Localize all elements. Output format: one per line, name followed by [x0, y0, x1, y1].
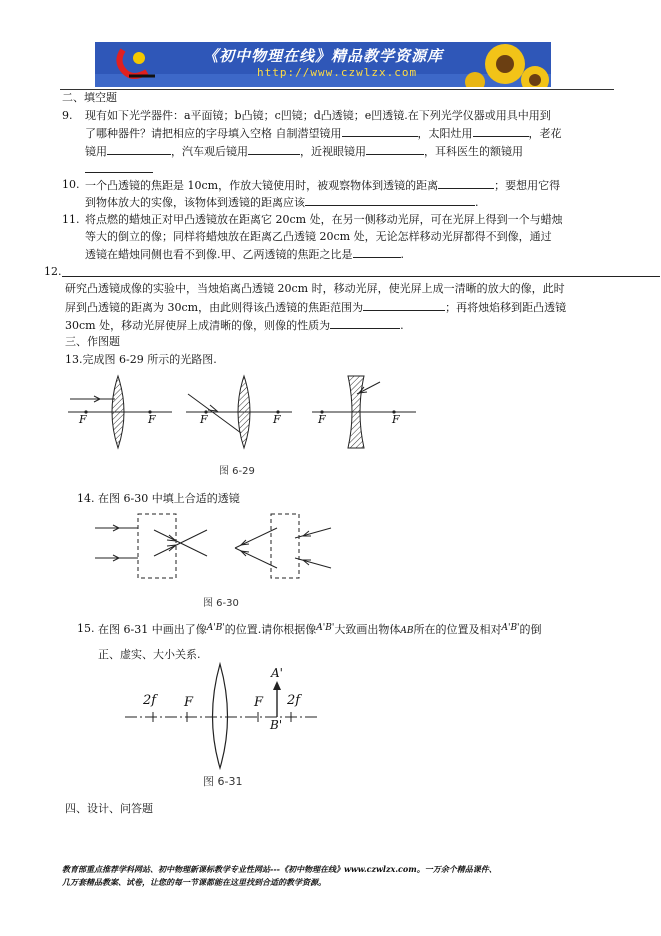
answer-blank[interactable] [438, 176, 494, 189]
image-symbol: A'B' [206, 623, 225, 633]
q11-line3 [85, 245, 404, 263]
q10-line2 [85, 193, 479, 211]
q15-text-a: 在图 6-31 中画出了像 [98, 623, 207, 636]
q9-line2 [85, 124, 562, 142]
answer-blank[interactable] [248, 142, 300, 155]
q10-text-c: 到物体放大的实像，该物体到透镜的距离应该 [85, 196, 305, 209]
q12-text-c: 30cm 处，移动光屏使屏上成清晰的像，则像的性质为 [65, 319, 331, 332]
convex-lens-icon [238, 376, 250, 448]
convex-lens-icon [112, 376, 124, 448]
light-ray [295, 558, 331, 568]
figure-caption: 图 6-31 [203, 775, 243, 788]
q9-text-d: 镜用 [85, 145, 107, 158]
q12-text-d: . [400, 319, 404, 332]
arrow-icon [241, 540, 249, 545]
q14-number: 14. [77, 492, 95, 505]
q10-number: 10. [62, 178, 80, 191]
q11-number: 11. [62, 213, 80, 226]
light-ray [188, 394, 241, 433]
answer-blank[interactable] [473, 124, 529, 137]
footer-line2: 几万套精品教案、试卷，让您的每一节课都能在这里找到合适的教学资源。 [62, 877, 326, 887]
arrow-icon [208, 405, 217, 411]
q9-text-a: 了哪种器件？请把相应的字母填入空格 自制潜望镜用 [85, 127, 342, 140]
section-design-title: 四、设计、问答题 [65, 802, 153, 815]
arrow-icon [167, 545, 176, 551]
arrow-icon [167, 535, 176, 541]
q15-line1 [98, 620, 542, 640]
q14-text: 在图 6-30 中填上合适的透镜 [98, 492, 240, 505]
answer-blank[interactable] [85, 172, 153, 173]
section-fill-in-title: 二、填空题 [62, 91, 117, 104]
answer-blank[interactable] [305, 193, 475, 206]
q9-line1: 现有如下光学器件：a平面镜；b凸镜；c凹镜；d凸透镜；e凹透镜.在下列光学仪器或用具中用到 [85, 109, 551, 122]
q12-number: 12. [44, 265, 62, 278]
q9-text-c: ，老花 [528, 127, 562, 140]
q15-text-e: 的倒 [519, 623, 542, 636]
q11-line1: 将点燃的蜡烛正对甲凸透镜放在距离它 20cm 处，在另一侧移动光屏，可在光屏上得到一个与蜡烛 [85, 213, 563, 226]
footer-line1: 教育部重点推荐学科网站、初中物理新课标教学专业性网站---《初中物理在线》www.czwlzx.com。一万余个精品课件、 [62, 864, 497, 874]
q9-text-b: ，太阳灶用 [417, 127, 473, 140]
figure-caption: 图 6-29 [219, 466, 255, 477]
answer-blank[interactable] [366, 142, 424, 155]
q9-text-e: ，汽车观后镜用 [171, 145, 248, 158]
q15-text-c: 大致画出物体 [334, 623, 401, 636]
q9-line3 [85, 142, 523, 160]
light-ray [295, 528, 331, 538]
q11-line2: 等大的倒立的像；同样将蜡烛放在距离乙凸透镜 20cm 处，无论怎样移动光屏都得不到像，通过 [85, 230, 552, 243]
q11-text-a: 透镜在蜡烛同侧也看不到像.甲、乙两透镜的焦距之比是 [85, 248, 353, 261]
label-f-right: F [254, 695, 264, 710]
focal-label: F [273, 413, 281, 426]
image-symbol: A'B' [316, 623, 335, 633]
answer-blank[interactable] [330, 316, 400, 329]
q15-text-b: 的位置.请你根据像 [224, 623, 317, 636]
q12-line2 [65, 298, 566, 316]
label-2f-right: 2f [287, 693, 301, 708]
q12-line1: 研究凸透镜成像的实验中，当烛焰离凸透镜 20cm 时，移动光屏，使光屏上成一清晰的放大的像，此时 [65, 282, 565, 295]
q13-text: 13.完成图 6-29 所示的光路图. [65, 353, 217, 366]
figure-6-29 [60, 370, 420, 450]
q10-text-b: ；要想用它得 [494, 179, 561, 192]
image-symbol: A'B' [501, 623, 520, 633]
arrow-head-icon [273, 681, 281, 690]
q10-text-a: 一个凸透镜的焦距是 10cm，作放大镜使用时，被观察物体到透镜的距离 [85, 179, 439, 192]
focal-label: F [200, 413, 208, 426]
q12-text-b: ；再将烛焰移到距凸透镜 [445, 301, 567, 314]
answer-blank[interactable] [62, 276, 660, 277]
q10-text-d: . [475, 196, 479, 209]
label-f-left: F [184, 695, 194, 710]
figure-caption: 图 6-30 [203, 598, 239, 609]
focal-label: F [392, 413, 400, 426]
q15-text-d: 所在的位置及相对 [413, 623, 502, 636]
focal-label: F [318, 413, 326, 426]
q12-text-a: 屏到凸透镜的距离为 30cm，由此则得该凸透镜的焦距范围为 [65, 301, 364, 314]
q15-number: 15. [77, 622, 95, 635]
lens-placeholder-box [271, 514, 299, 578]
label-2f-left: 2f [143, 693, 157, 708]
banner-url[interactable]: http://www.czwlzx.com [257, 66, 418, 79]
q12-line3 [65, 316, 404, 334]
answer-blank[interactable] [342, 124, 418, 137]
answer-blank[interactable] [353, 245, 401, 258]
header-rule [60, 89, 614, 90]
figure-6-31 [125, 660, 325, 770]
arrow-icon [241, 551, 249, 556]
focal-label: F [148, 413, 156, 426]
q10-line1 [85, 176, 560, 194]
section-drawing-title: 三、作图题 [65, 335, 120, 348]
object-symbol: AB [400, 626, 414, 636]
answer-blank[interactable] [107, 142, 171, 155]
q11-text-b: . [400, 248, 404, 261]
answer-blank[interactable] [363, 298, 445, 311]
label-a-prime: A' [271, 666, 283, 680]
banner-title: 《初中物理在线》精品教学资源库 [203, 47, 444, 65]
figure-6-30 [95, 508, 345, 584]
focal-label: F [79, 413, 87, 426]
convex-lens-icon [213, 664, 228, 768]
label-b-prime: B' [270, 718, 283, 732]
q9-number: 9. [62, 109, 73, 122]
header-banner [95, 42, 551, 87]
q15-line2: 正、虚实、大小关系. [98, 648, 201, 661]
q9-text-g: ，耳科医生的额镜用 [424, 145, 523, 158]
q9-text-f: ，近视眼镜用 [300, 145, 366, 158]
